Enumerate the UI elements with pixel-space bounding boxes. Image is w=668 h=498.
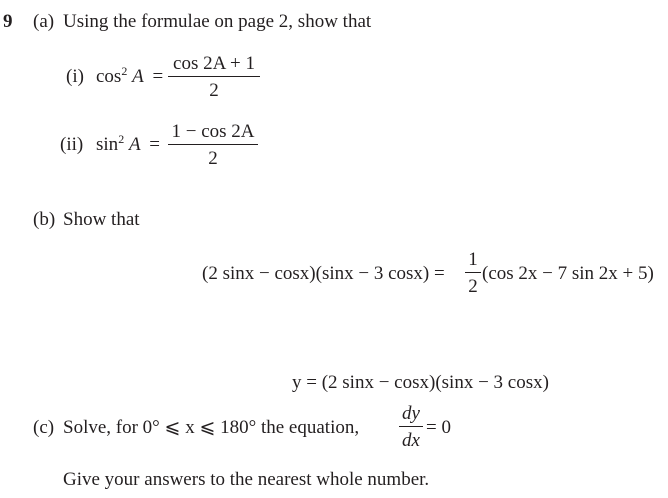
part-b-frac-num: 1 [468, 249, 478, 270]
part-a-i-equals: = [152, 66, 164, 87]
part-c-label: (c) [33, 417, 55, 438]
part-b-label: (b) [33, 209, 56, 230]
part-a-ii-denominator: 2 [208, 148, 218, 169]
part-a-i-power: 2 [121, 64, 128, 78]
part-a-intro: Using the formulae on page 2, show that [63, 11, 372, 32]
part-c-deriv-den: dx [402, 430, 420, 451]
question-number: 9 [3, 11, 13, 32]
part-a-ii-numerator: 1 − cos 2A [171, 121, 255, 142]
part-b-rhs: (cos 2x − 7 sin 2x + 5) [482, 263, 654, 284]
part-a-i-func: cos [96, 66, 122, 87]
part-b-frac-bar [465, 272, 481, 273]
part-b-intro: Show that [63, 209, 140, 230]
part-c-deriv-num: dy [402, 403, 420, 424]
part-a-ii-fraction-bar [168, 144, 258, 145]
part-b-lhs: (2 sinx − cosx)(sinx − 3 cosx) = [202, 263, 445, 284]
part-c-derivative [399, 404, 423, 450]
part-a-ii-func: sin [96, 134, 119, 155]
part-a-i-fraction [168, 54, 260, 100]
part-a-i-denominator: 2 [209, 80, 219, 101]
part-a-i-lhs [96, 64, 164, 87]
part-a-label: (a) [33, 11, 55, 32]
part-a-i-var: A [132, 66, 144, 87]
part-a-ii-label: (ii) [60, 134, 84, 155]
part-b-frac-den: 2 [468, 276, 478, 297]
part-a-i-numerator: cos 2A + 1 [173, 53, 255, 74]
part-c-rhs: = 0 [426, 417, 451, 438]
given-equation: y = (2 sinx − cosx)(sinx − 3 cosx) [292, 372, 549, 393]
part-b-fraction [465, 250, 481, 296]
part-a-ii-equals: = [149, 134, 161, 155]
part-a-ii-fraction [168, 122, 258, 168]
part-a-ii-var: A [128, 134, 141, 155]
part-c-text: Solve, for 0° ⩽ x ⩽ 180° the equation, [63, 417, 360, 438]
part-a-i-fraction-bar [168, 76, 260, 77]
part-c-instruction: Give your answers to the nearest whole number. [63, 469, 430, 490]
part-a-ii-power: 2 [118, 132, 125, 146]
part-c-deriv-bar [399, 426, 423, 427]
part-a-ii-lhs [96, 132, 161, 155]
part-a-i-label: (i) [66, 66, 84, 87]
